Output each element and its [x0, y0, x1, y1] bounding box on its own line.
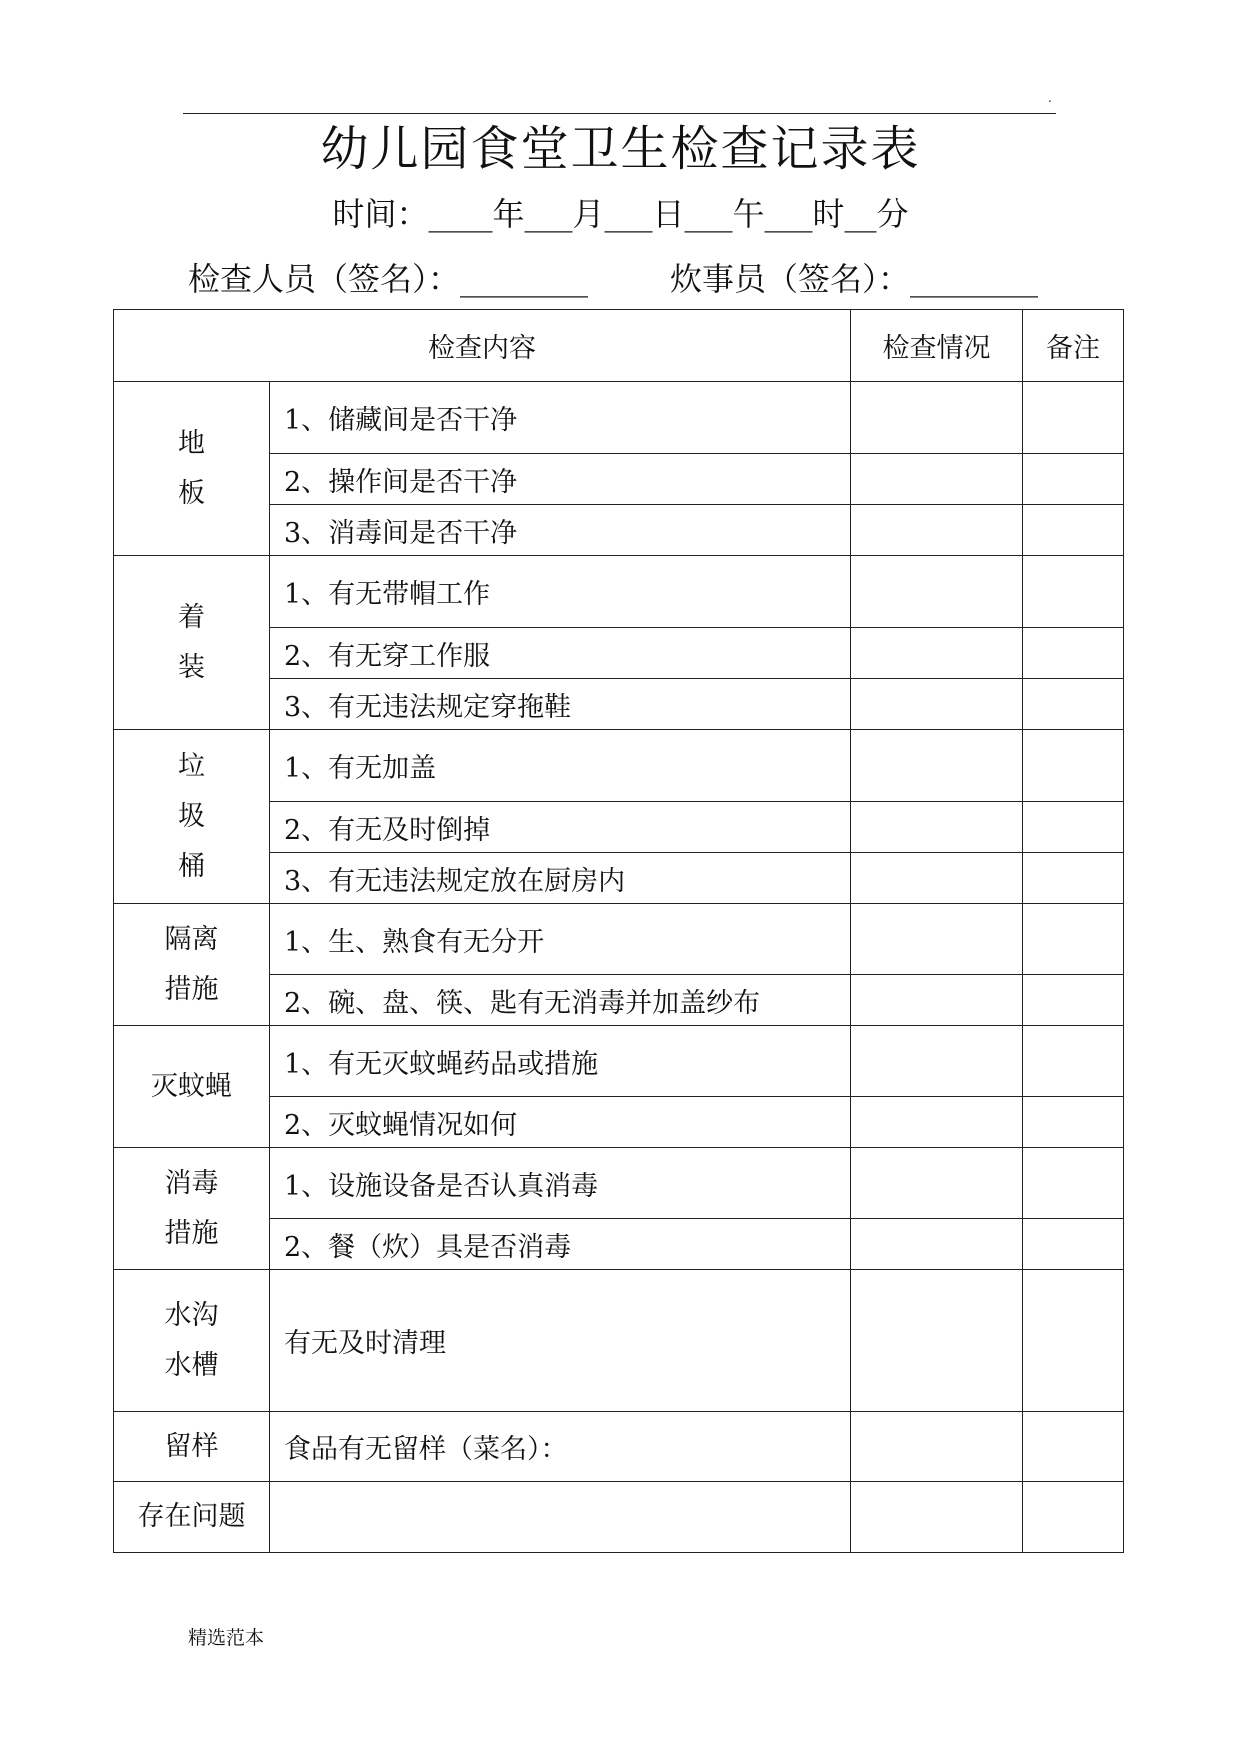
- note-cell[interactable]: [1023, 1270, 1124, 1412]
- item-cell: 2、有无及时倒掉: [270, 802, 851, 853]
- status-cell[interactable]: [851, 1219, 1023, 1270]
- category-char: 板: [178, 477, 205, 509]
- note-cell[interactable]: [1023, 730, 1124, 802]
- category-char: 措施: [164, 1217, 219, 1249]
- category-char: 隔离: [164, 923, 219, 955]
- item-cell: 1、有无灭蚊蝇药品或措施: [270, 1026, 851, 1097]
- category-char: 留样: [164, 1430, 219, 1462]
- note-cell[interactable]: [1023, 853, 1124, 904]
- footer-text: 精选范本: [188, 1627, 265, 1649]
- status-cell[interactable]: [851, 1026, 1023, 1097]
- item-cell: 2、有无穿工作服: [270, 628, 851, 679]
- item-cell: 1、储藏间是否干净: [270, 382, 851, 454]
- header-note: 备注: [1023, 310, 1124, 382]
- inspector-signature: 检查人员（签名）：________: [188, 260, 589, 298]
- header-content: 检查内容: [114, 310, 851, 382]
- table-header-row: [114, 310, 1124, 382]
- category-cell: [114, 382, 270, 556]
- status-cell[interactable]: [851, 730, 1023, 802]
- item-cell: 食品有无留样（菜名）：: [270, 1412, 851, 1482]
- item-cell: 2、灭蚊蝇情况如何: [270, 1097, 851, 1148]
- category-cell: [114, 556, 270, 730]
- category-char: 消毒: [164, 1167, 219, 1199]
- item-cell: 1、有无带帽工作: [270, 556, 851, 628]
- status-cell[interactable]: [851, 1412, 1023, 1482]
- item-cell: 3、有无违法规定放在厨房内: [270, 853, 851, 904]
- item-cell: 2、操作间是否干净: [270, 454, 851, 505]
- status-cell[interactable]: [851, 1482, 1023, 1553]
- category-cell: [114, 730, 270, 904]
- status-cell[interactable]: [851, 802, 1023, 853]
- note-cell[interactable]: [1023, 505, 1124, 556]
- table-row: [114, 556, 1124, 628]
- category-cell: [114, 1412, 270, 1482]
- category-char: 地: [178, 427, 205, 459]
- item-cell: 有无及时清理: [270, 1270, 851, 1412]
- category-cell: [114, 1482, 270, 1553]
- status-cell[interactable]: [851, 975, 1023, 1026]
- table-row: [114, 730, 1124, 802]
- table-row: [114, 382, 1124, 454]
- item-cell: 1、设施设备是否认真消毒: [270, 1148, 851, 1219]
- note-cell[interactable]: [1023, 382, 1124, 454]
- item-cell[interactable]: [270, 1482, 851, 1553]
- note-cell[interactable]: [1023, 1148, 1124, 1219]
- table-row: [114, 904, 1124, 975]
- status-cell[interactable]: [851, 382, 1023, 454]
- table-row: [114, 1412, 1124, 1482]
- table-row: [114, 1026, 1124, 1097]
- category-cell: [114, 904, 270, 1026]
- note-cell[interactable]: [1023, 1026, 1124, 1097]
- header-status: 检查情况: [851, 310, 1023, 382]
- status-cell[interactable]: [851, 679, 1023, 730]
- status-cell[interactable]: [851, 505, 1023, 556]
- note-cell[interactable]: [1023, 679, 1124, 730]
- item-cell: 1、生、熟食有无分开: [270, 904, 851, 975]
- header-dot: .: [1048, 91, 1052, 105]
- status-cell[interactable]: [851, 454, 1023, 505]
- category-char: 圾: [178, 800, 205, 832]
- item-cell: 1、有无加盖: [270, 730, 851, 802]
- note-cell[interactable]: [1023, 1482, 1124, 1553]
- category-char: 措施: [164, 973, 219, 1005]
- status-cell[interactable]: [851, 1270, 1023, 1412]
- item-cell: 3、消毒间是否干净: [270, 505, 851, 556]
- status-cell[interactable]: [851, 1097, 1023, 1148]
- category-char: 水沟: [164, 1299, 219, 1331]
- note-cell[interactable]: [1023, 556, 1124, 628]
- time-line: 时间：____年___月___日___午___时__分: [332, 195, 909, 233]
- category-char: 装: [178, 651, 205, 683]
- cook-signature: 炊事员（签名）：________: [670, 260, 1039, 298]
- table-row: [114, 1270, 1124, 1412]
- note-cell[interactable]: [1023, 1097, 1124, 1148]
- status-cell[interactable]: [851, 904, 1023, 975]
- category-char: 桶: [178, 850, 205, 882]
- status-cell[interactable]: [851, 628, 1023, 679]
- status-cell[interactable]: [851, 1148, 1023, 1219]
- note-cell[interactable]: [1023, 454, 1124, 505]
- note-cell[interactable]: [1023, 628, 1124, 679]
- category-char: 着: [178, 601, 205, 633]
- inspection-table: [113, 309, 1124, 1553]
- category-cell: [114, 1270, 270, 1412]
- category-cell: [114, 1026, 270, 1148]
- category-char: 水槽: [164, 1349, 219, 1381]
- category-char: 垃: [178, 750, 205, 782]
- category-char: 灭蚊蝇: [151, 1070, 232, 1102]
- category-char: 存在问题: [137, 1501, 246, 1532]
- status-cell[interactable]: [851, 853, 1023, 904]
- note-cell[interactable]: [1023, 1219, 1124, 1270]
- page-title: 幼儿园食堂卫生检查记录表: [320, 121, 921, 177]
- note-cell[interactable]: [1023, 975, 1124, 1026]
- item-cell: 2、碗、盘、筷、匙有无消毒并加盖纱布: [270, 975, 851, 1026]
- status-cell[interactable]: [851, 556, 1023, 628]
- item-cell: 2、餐（炊）具是否消毒: [270, 1219, 851, 1270]
- table-row: [114, 1482, 1124, 1553]
- category-cell: [114, 1148, 270, 1270]
- note-cell[interactable]: [1023, 1412, 1124, 1482]
- header-rule: [183, 113, 1056, 114]
- note-cell[interactable]: [1023, 904, 1124, 975]
- note-cell[interactable]: [1023, 802, 1124, 853]
- item-cell: 3、有无违法规定穿拖鞋: [270, 679, 851, 730]
- table-row: [114, 1148, 1124, 1219]
